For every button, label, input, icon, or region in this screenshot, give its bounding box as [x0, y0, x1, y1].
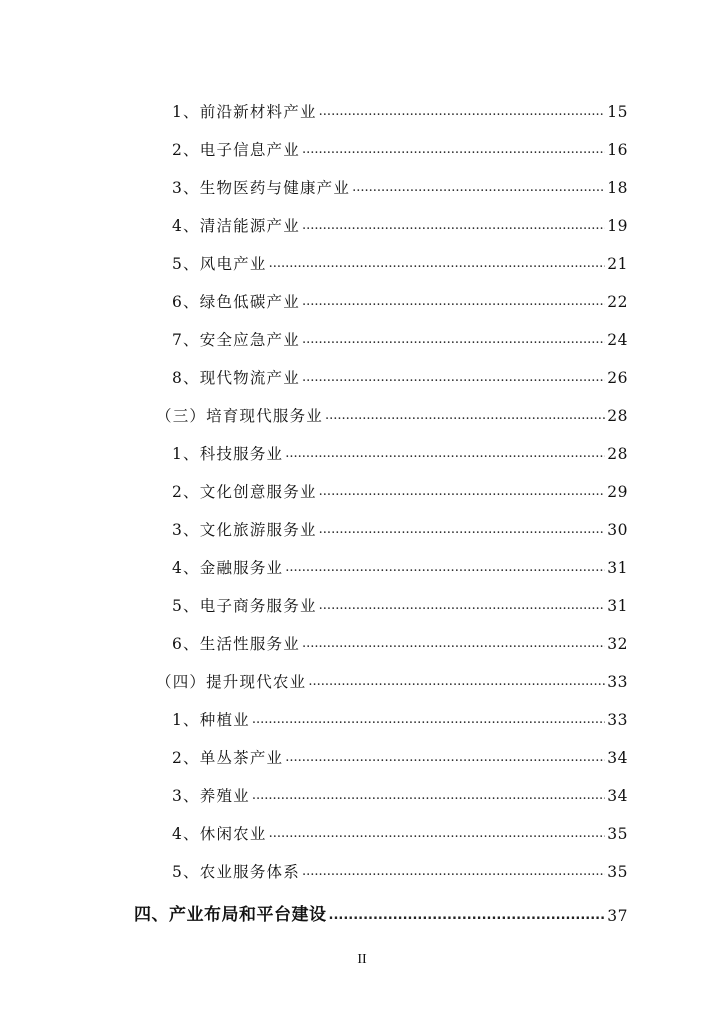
toc-entry[interactable] [172, 548, 628, 576]
toc-entry[interactable] [172, 814, 628, 842]
toc-leader-dots [302, 295, 605, 308]
toc-entry[interactable] [172, 738, 628, 766]
toc-entry-label: 2、单丛茶产业 [172, 748, 284, 767]
toc-leader-dots [302, 371, 605, 384]
toc-leader-dots [329, 909, 606, 922]
toc-entry-page: 34 [607, 748, 628, 767]
toc-entry-label: 四、产业布局和平台建设 [134, 905, 327, 925]
toc-section-entry[interactable] [156, 396, 628, 424]
toc-entry[interactable] [172, 852, 628, 880]
toc-entry-page: 35 [607, 824, 628, 843]
toc-entry-label: 5、风电产业 [172, 254, 267, 273]
toc-entry-label: 6、生活性服务业 [172, 634, 300, 653]
toc-leader-dots [285, 447, 605, 460]
toc-entry-page: 37 [607, 906, 628, 925]
toc-entry-label: 6、绿色低碳产业 [172, 292, 300, 311]
toc-entry-label: 8、现代物流产业 [172, 368, 300, 387]
toc-section-entry[interactable] [156, 662, 628, 690]
toc-entry[interactable] [172, 434, 628, 462]
toc-entry[interactable] [172, 586, 628, 614]
toc-leader-dots [252, 789, 605, 802]
toc-entry-page: 22 [607, 292, 628, 311]
toc-entry-page: 19 [607, 216, 628, 235]
toc-leader-dots [302, 637, 605, 650]
toc-leader-dots [285, 751, 605, 764]
toc-leader-dots [308, 675, 605, 688]
toc-leader-dots [319, 105, 606, 118]
toc-leader-dots [319, 485, 606, 498]
toc-entry[interactable] [172, 168, 628, 196]
toc-entry-page: 30 [607, 520, 628, 539]
toc-leader-dots [285, 561, 605, 574]
toc-entry-page: 31 [607, 558, 628, 577]
toc-leader-dots [325, 409, 605, 422]
toc-entry-label: （四）提升现代农业 [156, 672, 307, 691]
toc-leader-dots [302, 333, 605, 346]
toc-entry-page: 35 [607, 862, 628, 881]
toc-entry[interactable] [172, 624, 628, 652]
toc-entry-page: 34 [607, 786, 628, 805]
toc-entry[interactable] [172, 244, 628, 272]
toc-entry[interactable] [172, 472, 628, 500]
toc-entry-label: 1、种植业 [172, 710, 250, 729]
toc-leader-dots [302, 865, 605, 878]
toc-entry-page: 21 [607, 254, 628, 273]
toc-entry-page: 28 [607, 444, 628, 463]
toc-entry-label: 3、生物医药与健康产业 [172, 178, 351, 197]
toc-entry-page: 16 [607, 140, 628, 159]
toc-entry-label: 2、文化创意服务业 [172, 482, 317, 501]
toc-entry-page: 33 [607, 710, 628, 729]
toc-entry-label: 2、电子信息产业 [172, 140, 300, 159]
toc-entry-page: 28 [607, 406, 628, 425]
toc-leader-dots [269, 827, 606, 840]
toc-leader-dots [252, 713, 605, 726]
toc-chapter-entry[interactable] [134, 896, 628, 924]
toc-entry-page: 26 [607, 368, 628, 387]
toc-leader-dots [269, 257, 606, 270]
toc-entry-label: 1、科技服务业 [172, 444, 284, 463]
toc-entry-label: 3、文化旅游服务业 [172, 520, 317, 539]
toc-entry[interactable] [172, 92, 628, 120]
toc-entry-label: 4、金融服务业 [172, 558, 284, 577]
toc-entry[interactable] [172, 282, 628, 310]
toc-entry[interactable] [172, 776, 628, 804]
toc-entry-label: 4、休闲农业 [172, 824, 267, 843]
toc-entry-page: 15 [607, 102, 628, 121]
toc-entry-page: 24 [607, 330, 628, 349]
toc-leader-dots [319, 599, 606, 612]
toc-entry[interactable] [172, 510, 628, 538]
toc-entry-page: 31 [607, 596, 628, 615]
toc-entry[interactable] [172, 130, 628, 158]
toc-entry-page: 18 [607, 178, 628, 197]
toc-entry-label: （三）培育现代服务业 [156, 406, 324, 425]
toc-entry-label: 5、电子商务服务业 [172, 596, 317, 615]
toc-entry-label: 4、清洁能源产业 [172, 216, 300, 235]
toc-leader-dots [302, 219, 605, 232]
toc-entry-label: 1、前沿新材料产业 [172, 102, 317, 121]
toc-leader-dots [319, 523, 606, 536]
toc-leader-dots [302, 143, 605, 156]
toc-entry[interactable] [172, 206, 628, 234]
toc-entry-page: 33 [607, 672, 628, 691]
toc-entry-label: 7、安全应急产业 [172, 330, 300, 349]
toc-entry-page: 29 [607, 482, 628, 501]
toc-entry-label: 3、养殖业 [172, 786, 250, 805]
toc-entry[interactable] [172, 700, 628, 728]
toc-entry-page: 32 [607, 634, 628, 653]
toc-leader-dots [352, 181, 605, 194]
toc-entry[interactable] [172, 320, 628, 348]
page-number: II [357, 952, 367, 967]
toc-entry-label: 5、农业服务体系 [172, 862, 300, 881]
toc-entry[interactable] [172, 358, 628, 386]
